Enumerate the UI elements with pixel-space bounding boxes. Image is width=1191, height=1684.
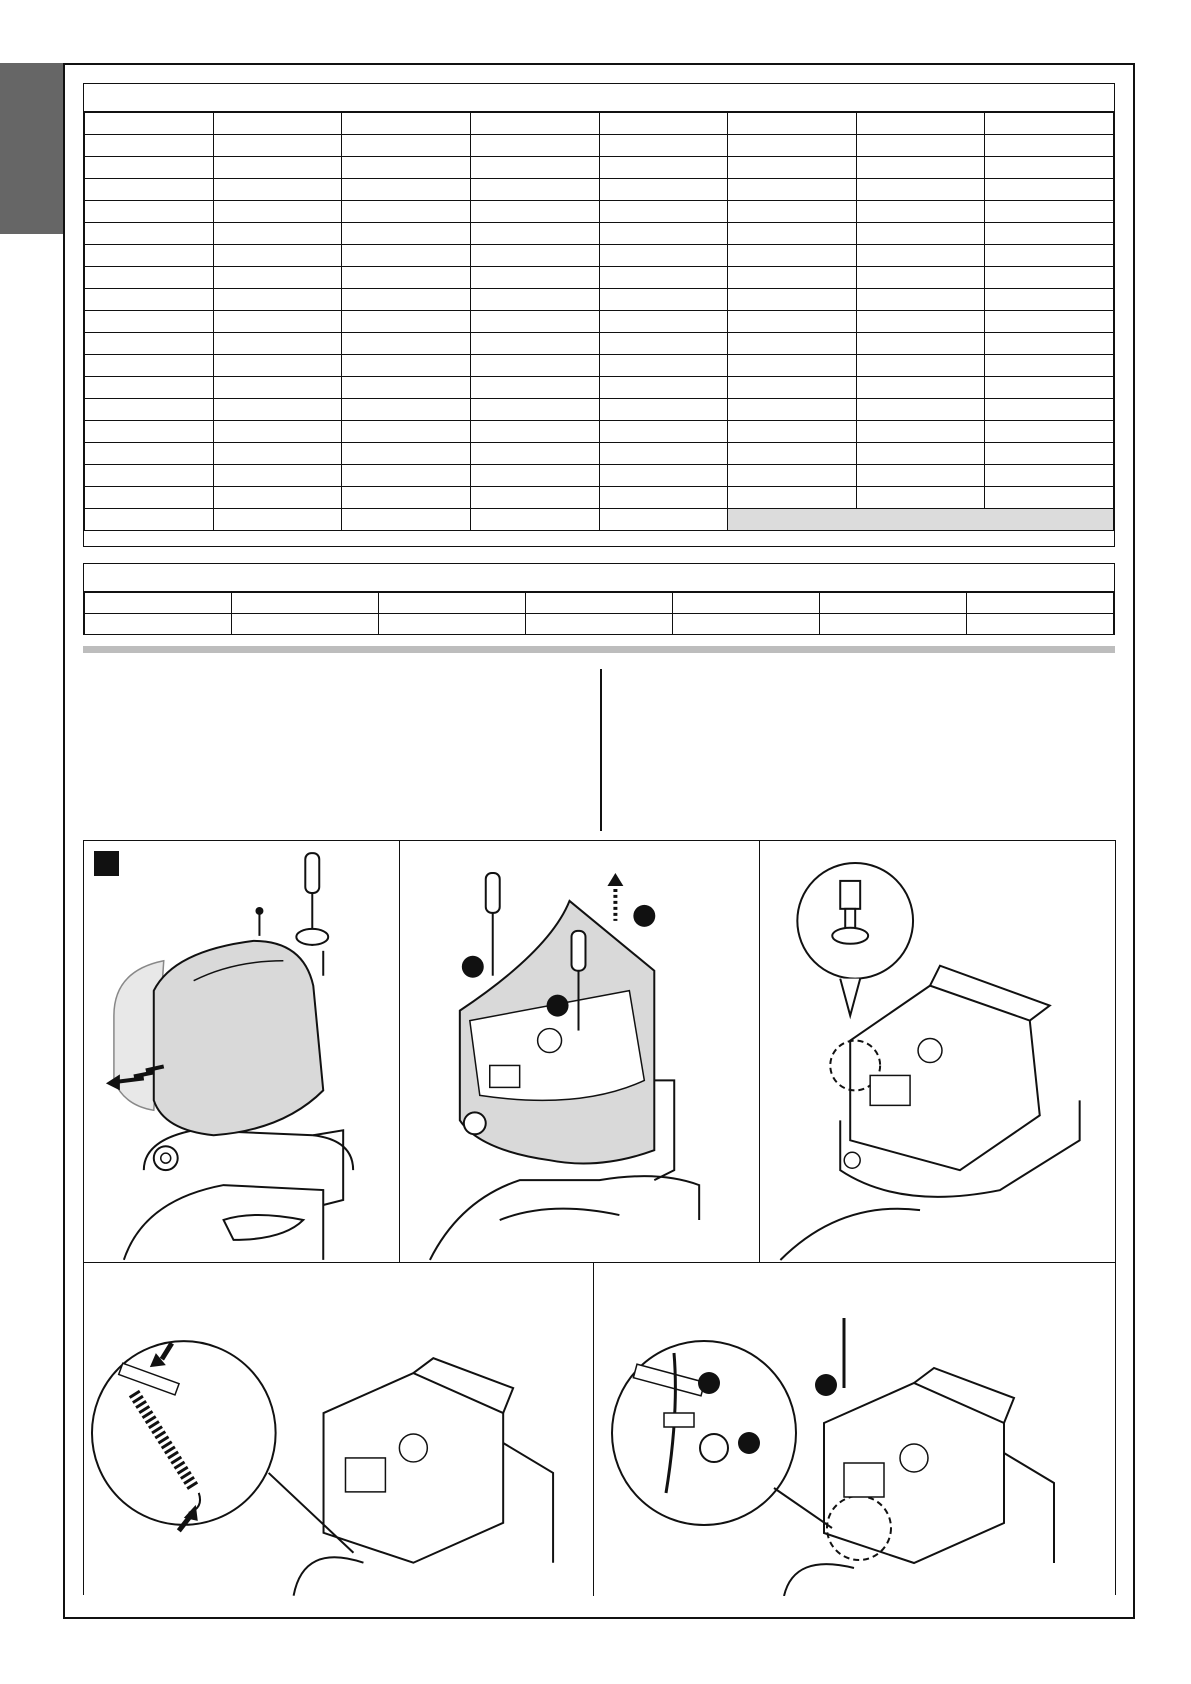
table-cell bbox=[728, 179, 857, 201]
secondary-table-grid bbox=[84, 592, 1114, 635]
table-cell bbox=[213, 509, 342, 531]
table-cell bbox=[728, 421, 857, 443]
table-cell bbox=[728, 399, 857, 421]
table-cell bbox=[470, 509, 599, 531]
table-cell bbox=[728, 355, 857, 377]
table-cell-shaded bbox=[728, 509, 1114, 531]
table-cell bbox=[985, 157, 1114, 179]
table-cell bbox=[342, 135, 471, 157]
cable-release-detail-icon bbox=[594, 1263, 1115, 1596]
table-cell bbox=[856, 223, 985, 245]
side-tab bbox=[0, 63, 63, 234]
table-cell bbox=[728, 289, 857, 311]
table-cell bbox=[856, 399, 985, 421]
table-cell bbox=[728, 157, 857, 179]
table-cell bbox=[342, 201, 471, 223]
spring-hook-detail-icon bbox=[84, 1263, 593, 1596]
table-row bbox=[85, 267, 1114, 289]
table-cell bbox=[985, 421, 1114, 443]
screwdriver-remove-cover-icon bbox=[84, 841, 399, 1262]
table-cell bbox=[213, 113, 342, 135]
table-cell bbox=[342, 245, 471, 267]
table-cell bbox=[673, 614, 820, 635]
table-cell bbox=[342, 487, 471, 509]
table-row bbox=[85, 355, 1114, 377]
table-cell bbox=[599, 355, 728, 377]
table-cell bbox=[470, 399, 599, 421]
table-cell bbox=[599, 333, 728, 355]
table-cell bbox=[728, 201, 857, 223]
table-cell bbox=[967, 614, 1114, 635]
table-cell bbox=[342, 355, 471, 377]
table-cell bbox=[985, 465, 1114, 487]
table-row bbox=[85, 333, 1114, 355]
table-row bbox=[85, 289, 1114, 311]
table-cell bbox=[85, 465, 214, 487]
table-cell bbox=[342, 113, 471, 135]
table-cell bbox=[232, 593, 379, 614]
table-row bbox=[85, 614, 1114, 635]
figure-step-1 bbox=[84, 841, 400, 1263]
table-cell bbox=[85, 223, 214, 245]
main-table-header bbox=[84, 84, 1114, 112]
table-cell bbox=[856, 113, 985, 135]
table-cell bbox=[213, 289, 342, 311]
table-cell bbox=[85, 443, 214, 465]
table-cell bbox=[985, 377, 1114, 399]
table-cell bbox=[232, 614, 379, 635]
table-row bbox=[85, 487, 1114, 509]
table-cell bbox=[85, 135, 214, 157]
table-cell bbox=[470, 223, 599, 245]
table-cell bbox=[967, 593, 1114, 614]
table-cell bbox=[85, 614, 232, 635]
table-cell bbox=[599, 377, 728, 399]
table-cell bbox=[856, 487, 985, 509]
table-cell bbox=[85, 333, 214, 355]
table-cell bbox=[728, 245, 857, 267]
table-cell bbox=[85, 267, 214, 289]
table-cell bbox=[599, 289, 728, 311]
table-cell bbox=[85, 245, 214, 267]
table-cell bbox=[856, 443, 985, 465]
table-cell bbox=[470, 179, 599, 201]
table-cell bbox=[599, 135, 728, 157]
table-cell bbox=[470, 443, 599, 465]
table-row bbox=[85, 135, 1114, 157]
table-cell bbox=[470, 201, 599, 223]
table-row bbox=[85, 465, 1114, 487]
table-cell bbox=[342, 267, 471, 289]
table-cell bbox=[599, 509, 728, 531]
table-cell bbox=[85, 157, 214, 179]
table-cell bbox=[213, 399, 342, 421]
table-cell bbox=[85, 355, 214, 377]
table-cell bbox=[342, 333, 471, 355]
table-cell bbox=[728, 135, 857, 157]
table-cell bbox=[728, 223, 857, 245]
table-cell bbox=[213, 245, 342, 267]
table-cell bbox=[599, 421, 728, 443]
table-cell bbox=[985, 355, 1114, 377]
table-cell bbox=[985, 201, 1114, 223]
table-cell bbox=[985, 179, 1114, 201]
table-cell bbox=[342, 289, 471, 311]
table-cell bbox=[856, 267, 985, 289]
table-cell bbox=[85, 421, 214, 443]
table-cell bbox=[213, 443, 342, 465]
table-cell bbox=[213, 201, 342, 223]
table-cell bbox=[470, 311, 599, 333]
table-cell bbox=[213, 311, 342, 333]
table-cell bbox=[856, 245, 985, 267]
table-cell bbox=[342, 399, 471, 421]
table-cell bbox=[856, 157, 985, 179]
table-cell bbox=[342, 443, 471, 465]
table-cell bbox=[985, 289, 1114, 311]
main-table-grid bbox=[84, 112, 1114, 531]
table-cell bbox=[985, 311, 1114, 333]
table-row bbox=[85, 113, 1114, 135]
table-cell bbox=[985, 487, 1114, 509]
table-cell bbox=[342, 377, 471, 399]
table-cell bbox=[470, 333, 599, 355]
table-cell bbox=[470, 267, 599, 289]
table-cell bbox=[856, 135, 985, 157]
table-cell bbox=[728, 267, 857, 289]
section-separator bbox=[83, 646, 1115, 653]
table-row bbox=[85, 421, 1114, 443]
table-cell bbox=[213, 223, 342, 245]
table-row bbox=[85, 179, 1114, 201]
table-cell bbox=[599, 487, 728, 509]
table-cell bbox=[85, 179, 214, 201]
table-cell bbox=[599, 443, 728, 465]
table-cell bbox=[213, 421, 342, 443]
table-cell bbox=[213, 157, 342, 179]
table-cell bbox=[526, 614, 673, 635]
figure-step-5 bbox=[594, 1263, 1115, 1596]
table-row bbox=[85, 157, 1114, 179]
table-cell bbox=[342, 421, 471, 443]
table-cell bbox=[342, 223, 471, 245]
table-cell bbox=[470, 245, 599, 267]
table-cell bbox=[342, 509, 471, 531]
table-cell bbox=[985, 399, 1114, 421]
table-cell bbox=[342, 465, 471, 487]
table-cell bbox=[213, 179, 342, 201]
table-cell bbox=[985, 443, 1114, 465]
table-cell bbox=[342, 179, 471, 201]
table-cell bbox=[728, 443, 857, 465]
secondary-table bbox=[83, 563, 1115, 635]
table-cell bbox=[470, 289, 599, 311]
table-cell bbox=[728, 113, 857, 135]
table-cell bbox=[85, 201, 214, 223]
figure-step-4 bbox=[84, 1263, 594, 1596]
table-cell bbox=[985, 267, 1114, 289]
table-cell bbox=[856, 311, 985, 333]
table-cell bbox=[599, 201, 728, 223]
figure-step-2 bbox=[400, 841, 760, 1263]
main-table bbox=[83, 83, 1115, 547]
table-cell bbox=[599, 267, 728, 289]
table-cell bbox=[856, 465, 985, 487]
table-cell bbox=[985, 333, 1114, 355]
table-cell bbox=[213, 267, 342, 289]
table-cell bbox=[728, 465, 857, 487]
table-cell bbox=[856, 333, 985, 355]
table-cell bbox=[599, 179, 728, 201]
table-cell bbox=[85, 311, 214, 333]
table-cell bbox=[213, 487, 342, 509]
table-row bbox=[85, 509, 1114, 531]
table-cell bbox=[599, 465, 728, 487]
terminal-screw-detail-icon bbox=[760, 841, 1115, 1262]
table-cell bbox=[599, 157, 728, 179]
table-row bbox=[85, 399, 1114, 421]
table-row bbox=[85, 201, 1114, 223]
table-cell bbox=[85, 593, 232, 614]
table-cell bbox=[728, 311, 857, 333]
table-cell bbox=[85, 509, 214, 531]
table-cell bbox=[213, 355, 342, 377]
table-cell bbox=[985, 245, 1114, 267]
table-cell bbox=[599, 223, 728, 245]
table-cell bbox=[379, 614, 526, 635]
table-cell bbox=[470, 377, 599, 399]
table-cell bbox=[856, 355, 985, 377]
figure-step-3 bbox=[760, 841, 1115, 1263]
table-cell bbox=[379, 593, 526, 614]
table-row bbox=[85, 443, 1114, 465]
table-cell bbox=[85, 377, 214, 399]
table-cell bbox=[728, 377, 857, 399]
table-cell bbox=[85, 113, 214, 135]
table-cell bbox=[820, 614, 967, 635]
table-row bbox=[85, 377, 1114, 399]
secondary-table-header bbox=[84, 564, 1114, 592]
table-cell bbox=[985, 135, 1114, 157]
table-cell bbox=[599, 311, 728, 333]
table-row bbox=[85, 223, 1114, 245]
table-cell bbox=[85, 487, 214, 509]
table-cell bbox=[599, 399, 728, 421]
table-cell bbox=[526, 593, 673, 614]
table-cell bbox=[820, 593, 967, 614]
table-cell bbox=[599, 245, 728, 267]
table-cell bbox=[213, 135, 342, 157]
table-cell bbox=[342, 311, 471, 333]
table-cell bbox=[985, 113, 1114, 135]
table-cell bbox=[470, 421, 599, 443]
table-cell bbox=[85, 289, 214, 311]
table-row bbox=[85, 593, 1114, 614]
table-cell bbox=[85, 399, 214, 421]
table-cell bbox=[213, 465, 342, 487]
table-cell bbox=[213, 377, 342, 399]
table-row bbox=[85, 311, 1114, 333]
table-cell bbox=[599, 113, 728, 135]
table-cell bbox=[728, 487, 857, 509]
table-cell bbox=[470, 135, 599, 157]
table-cell bbox=[856, 289, 985, 311]
column-divider bbox=[600, 669, 602, 831]
table-cell bbox=[470, 157, 599, 179]
screwdriver-lift-housing-icon bbox=[400, 841, 759, 1262]
table-cell bbox=[673, 593, 820, 614]
table-cell bbox=[728, 333, 857, 355]
table-cell bbox=[470, 465, 599, 487]
table-cell bbox=[856, 201, 985, 223]
table-cell bbox=[985, 223, 1114, 245]
figure-box bbox=[83, 840, 1116, 1595]
table-cell bbox=[342, 157, 471, 179]
table-cell bbox=[213, 333, 342, 355]
table-cell bbox=[856, 377, 985, 399]
table-cell bbox=[856, 179, 985, 201]
table-row bbox=[85, 245, 1114, 267]
table-cell bbox=[470, 113, 599, 135]
table-cell bbox=[470, 487, 599, 509]
table-cell bbox=[856, 421, 985, 443]
table-cell bbox=[470, 355, 599, 377]
